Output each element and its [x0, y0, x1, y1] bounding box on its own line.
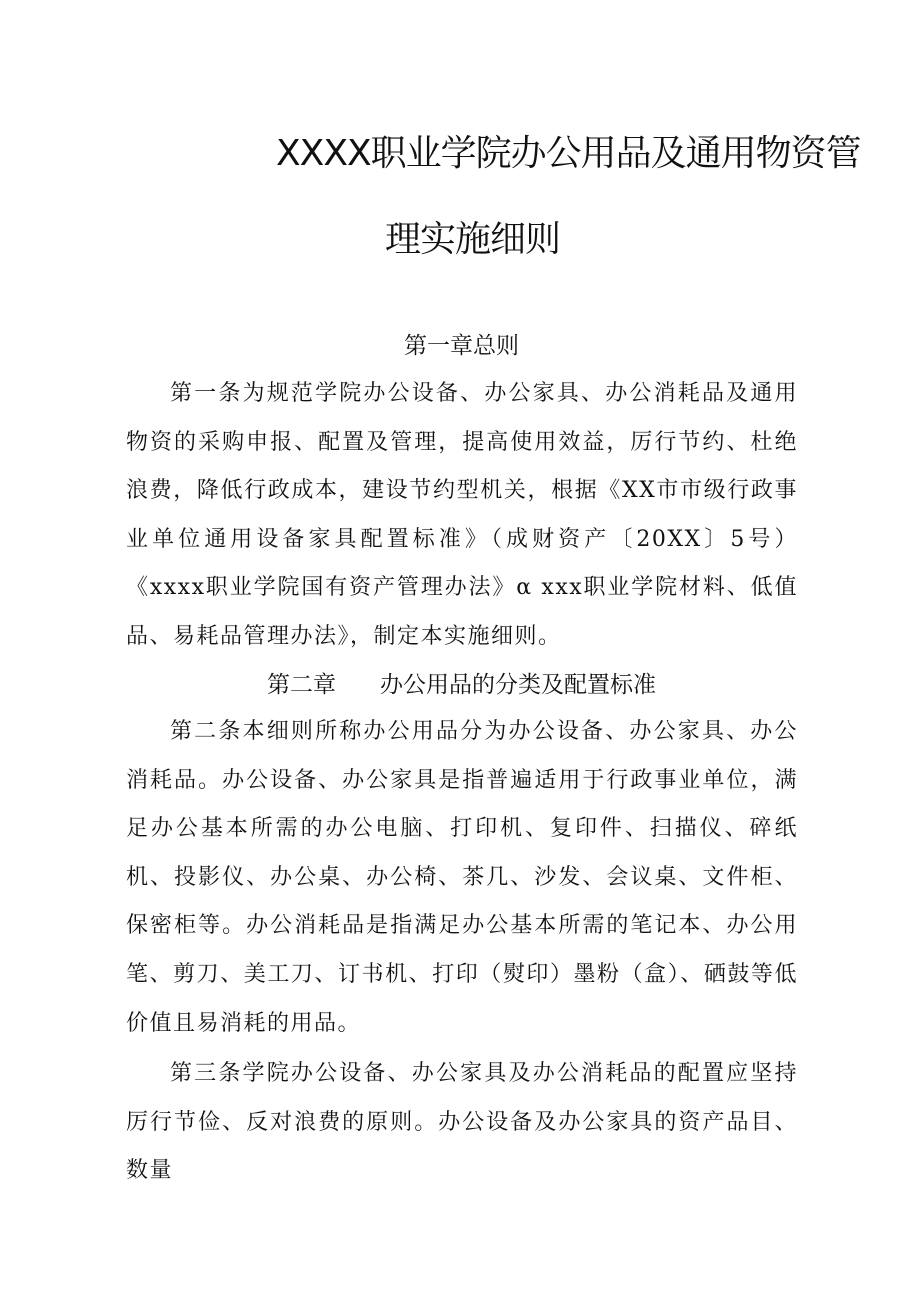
- document-title-line-2: 理实施细则: [385, 219, 561, 260]
- article-3-paragraph: 第三条学院办公设备、办公家具及办公消耗品的配置应坚持厉行节俭、反对浪费的原则。办公设备及办公家具的资产品目、数量: [126, 1061, 798, 1184]
- chapter-2-heading-title: 办公用品的分类及配置标准: [380, 672, 656, 698]
- document-title-line-1: XXXX职业学院办公用品及通用物资管: [276, 133, 861, 174]
- article-1-paragraph: 第一条为规范学院办公设备、办公家具、办公消耗品及通用物资的采购申报、配置及管理，提高使用效益，厉行节约、杜绝浪费，降低行政成本，建设节约型机关，根据《XX市市级行政事业单位通用设备家具配置标准》（成财资产〔20XX〕5号）《xxxx职业学院国有资产管理办法》α xxx职业学院材料、低值品、易耗品管理办法》，制定本实施细则。: [126, 381, 798, 649]
- article-2-paragraph: 第二条本细则所称办公用品分为办公设备、办公家具、办公消耗品。办公设备、办公家具是指普遍适用于行政事业单位，满足办公基本所需的办公电脑、打印机、复印件、扫描仪、碎纸机、投影仪、办公桌、办公椅、茶几、沙发、会议桌、文件柜、保密柜等。办公消耗品是指满足办公基本所需的笔记本、办公用笔、剪刀、美工刀、订书机、打印（熨印）墨粉（盒）、硒鼓等低价值且易消耗的用品。: [126, 719, 798, 1036]
- chapter-1-heading: 第一章总则: [404, 333, 519, 359]
- chapter-2-heading-number: 第二章: [267, 672, 336, 698]
